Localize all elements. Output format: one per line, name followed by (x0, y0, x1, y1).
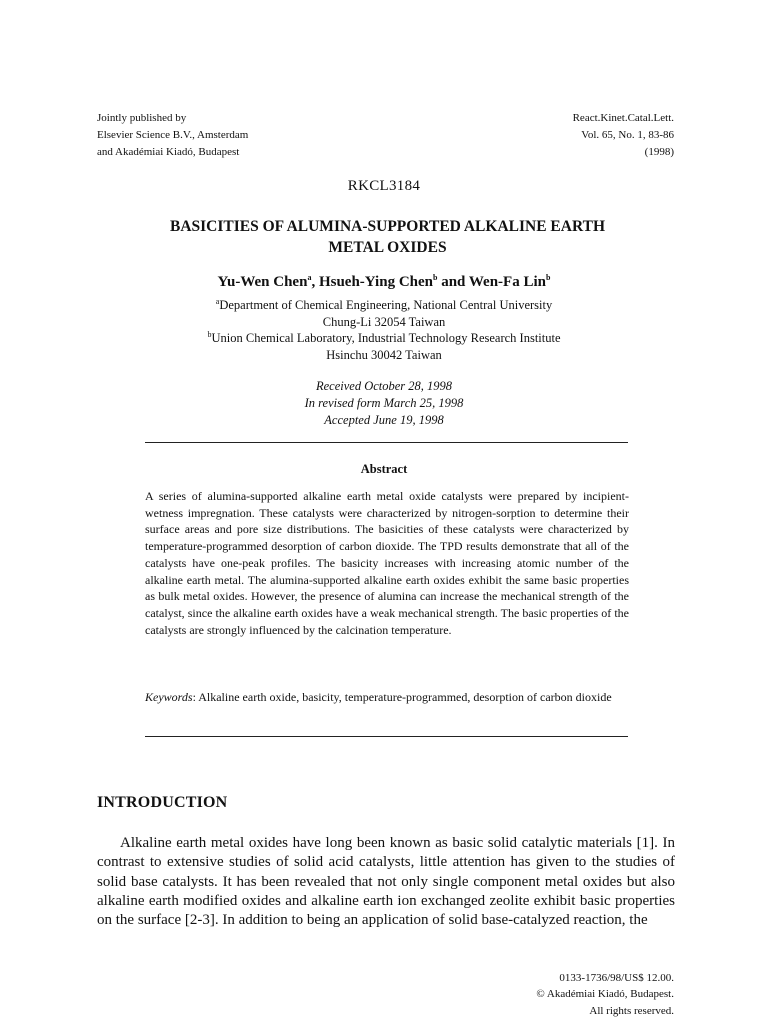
submission-dates (0, 378, 768, 429)
paper-title (110, 216, 665, 258)
keywords-separator: : (192, 690, 199, 704)
affiliation-address: Chung-Li 32054 Taiwan (322, 314, 446, 329)
keywords-label: Keywords (145, 690, 193, 704)
author-list (0, 274, 768, 291)
affiliation-b (0, 330, 768, 347)
author-name: Yu-Wen Chen (217, 274, 308, 290)
author-affil-mark: b (433, 273, 438, 282)
abstract-body: A series of alumina-supported alkaline earth metal oxide catalysts were prepared by incipient-wetness impregnation. These catalysts were characterized by nitrogen-sorption to determine their surface areas and pore size distributions. The basicities of these catalysts were characterized by temperature-programmed desorption of carbon dioxide. The TPD results demonstrate that all of the catalysts have one-peak profiles. The basicity increases with increasing atomic number of the alkaline earth metal. The alumina-supported alkaline earth oxides exhibit the same basic properties as bulk metal oxides. However, the presence of alumina can increase the mechanical strength of the catalyst, since the alkaline earth oxides have a weak mechanical strength. The basic properties of the catalysts are strongly influenced by the calcination temperature. (145, 489, 629, 637)
affiliation-address: Hsinchu 30042 Taiwan (326, 347, 442, 362)
divider (145, 736, 628, 737)
article-code: RKCL3184 (347, 178, 421, 194)
keywords-text: Alkaline earth oxide, basicity, temperature-programmed, desorption of carbon dioxide (198, 690, 612, 704)
footer-line: © Akadémiai Kiadó, Budapest. (536, 988, 674, 1001)
date-received: Received October 28, 1998 (315, 379, 453, 393)
section-heading-introduction: INTRODUCTION (97, 794, 228, 811)
copyright-footer (536, 970, 674, 1019)
date-accepted: Accepted June 19, 1998 (324, 413, 444, 427)
author-affil-mark: a (307, 273, 312, 282)
author-name: Hsueh-Ying Chen (318, 274, 433, 290)
date-revised: In revised form March 25, 1998 (304, 396, 464, 410)
publisher-line: and Akadémiai Kiadó, Budapest (97, 146, 240, 158)
paragraph: Alkaline earth metal oxides have long been known as basic solid catalytic materials [1]. In contrast to extensive studies of solid acid catalysts, little attention has given to the studies of solid base catalysts. It has been revealed that not only single component metal oxides but also alkaline earth modified oxides and alkaline earth ion exchanged zeolite exhibit basic properties on the surface [2-3]. In addition to being an application of solid base-catalyzed reaction, the (97, 835, 675, 929)
journal-line: Vol. 65, No. 1, 83-86 (581, 129, 674, 141)
journal-citation (573, 110, 674, 161)
footer-line: All rights reserved. (589, 1004, 674, 1017)
abstract-heading: Abstract (360, 462, 408, 476)
title-line: BASICITIES OF ALUMINA-SUPPORTED ALKALINE EARTH (170, 218, 605, 235)
introduction-body (97, 834, 675, 930)
keywords (145, 689, 629, 706)
affil-mark: b (207, 329, 212, 339)
title-line: METAL OXIDES (328, 239, 447, 256)
journal-line: React.Kinet.Catal.Lett. (572, 112, 674, 124)
author-separator: and (437, 274, 469, 290)
affiliation-text: Department of Chemical Engineering, National Central University (219, 298, 553, 312)
affiliations (0, 297, 768, 363)
publisher-line: Elsevier Science B.V., Amsterdam (97, 129, 249, 141)
divider (145, 442, 628, 443)
author-separator: , (311, 274, 319, 290)
publisher-info (97, 110, 248, 161)
affil-mark: a (215, 296, 220, 306)
author-name: Wen-Fa Lin (468, 274, 546, 290)
affiliation-a (0, 297, 768, 314)
author-affil-mark: b (545, 273, 551, 282)
affiliation-text: Union Chemical Laboratory, Industrial Technology Research Institute (211, 331, 561, 345)
publisher-line: Jointly published by (97, 112, 187, 124)
journal-line: (1998) (644, 146, 674, 158)
footer-line: 0133-1736/98/US$ 12.00. (559, 972, 674, 984)
